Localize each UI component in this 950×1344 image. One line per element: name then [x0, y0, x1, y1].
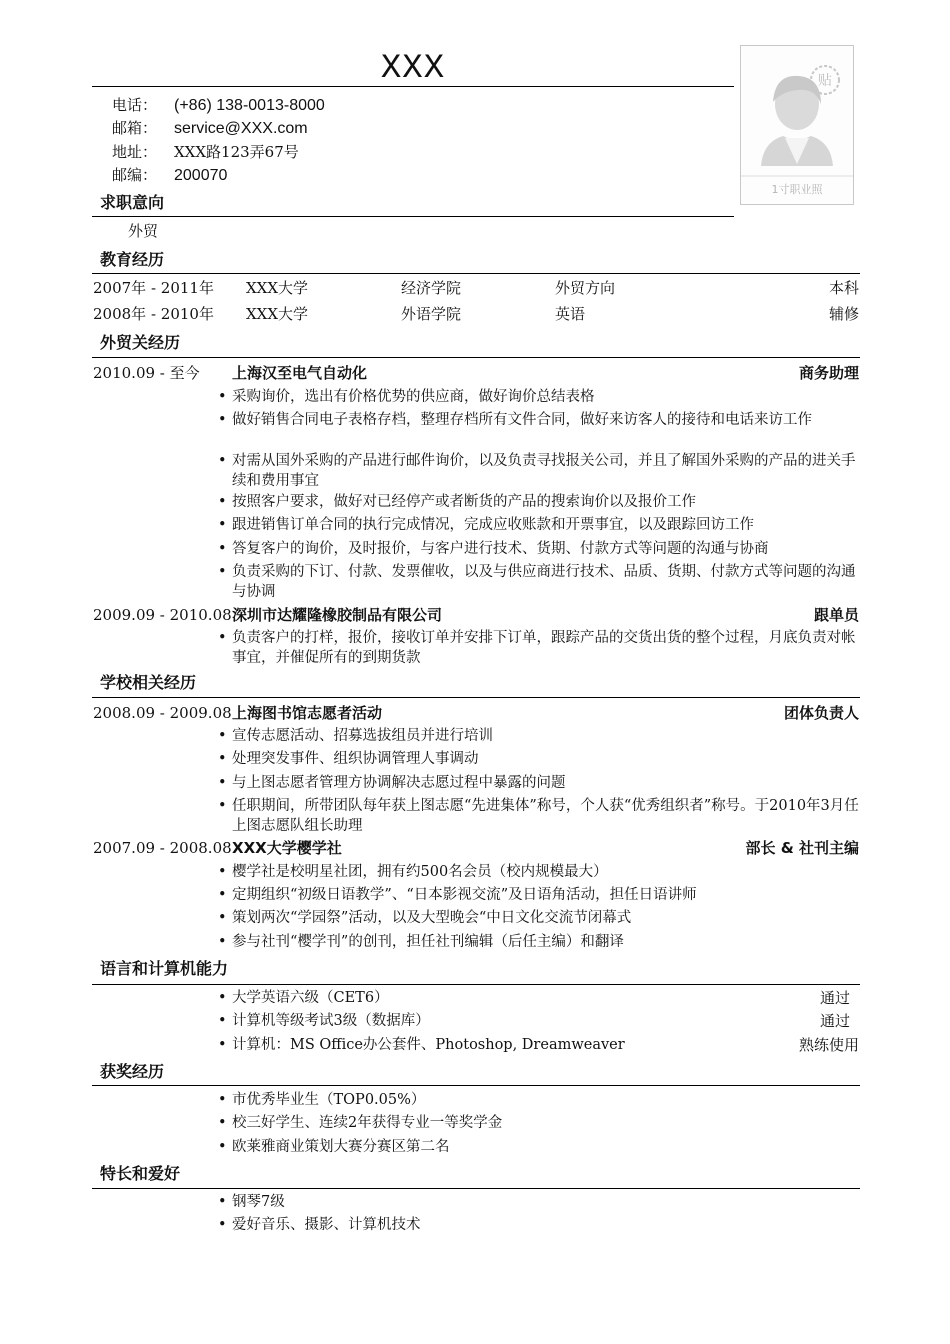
- duty-item: • 采购询价，选出有价格优势的供应商，做好询价总结表格: [218, 387, 863, 407]
- job-company: XXX大学樱学社: [232, 839, 342, 857]
- duty-text: 负责采购的下订、付款、发票催收，以及与供应商进行技术、品质、货期、付款方式等问题的沟通与协调: [232, 564, 856, 600]
- job-role: 部长 & 社刊主编: [745, 839, 859, 857]
- section-title-hobbies: 特长和爱好: [100, 1164, 181, 1183]
- education-school: XXX大学: [246, 305, 309, 323]
- section-title-objective: 求职意向: [100, 193, 165, 212]
- duty-text: 参与社刊“樱学刊”的创刊，担任社刊编辑（后任主编）和翻译: [232, 934, 624, 950]
- duty-item: • 负责客户的打样，报价，接收订单并安排下订单，跟踪产品的交货出货的整个过程，月底负责对帐事宜，并催促所有的到期货款: [218, 628, 863, 668]
- duty-item: • 对需从国外采购的产品进行邮件询价，以及负责寻找报关公司，并且了解国外采购的产品的进关手续和费用事宜: [218, 451, 863, 491]
- duty-text: 任职期间，所带团队每年获上图志愿“先进集体”称号，个人获“优秀组织者”称号。于2010年3月任上图志愿队组长助理: [232, 798, 859, 834]
- duty-item: • 按照客户要求，做好对已经停产或者断货的产品的搜索询价以及报价工作: [218, 492, 863, 512]
- duty-item: • 任职期间，所带团队每年获上图志愿“先进集体”称号，个人获“优秀组织者”称号。于2010年3月任上图志愿队组长助理: [218, 796, 863, 836]
- hobby-item: • 钢琴7级: [218, 1192, 863, 1212]
- education-period: 2007年 - 2011年: [93, 279, 214, 297]
- duty-text: 负责客户的打样，报价，接收订单并安排下订单，跟踪产品的交货出货的整个过程，月底负责对帐事宜，并催促所有的到期货款: [232, 630, 856, 666]
- section-title-school: 学校相关经历: [100, 673, 197, 692]
- photo-caption: 1寸职业照: [771, 183, 823, 196]
- award-item: • 校三好学生、连续2年获得专业一等奖学金: [218, 1113, 863, 1133]
- header-divider: [92, 86, 734, 87]
- skill-level: 通过: [819, 989, 850, 1007]
- job-period: 2008.09 - 2009.08: [93, 704, 232, 722]
- education-major: 英语: [555, 305, 586, 323]
- skill-text: 计算机等级考试3级（数据库）: [232, 1013, 430, 1029]
- skill-item: • 计算机：MS Office办公套件、Photoshop, Dreamweaver: [218, 1035, 758, 1055]
- duty-text: 樱学社是校明星社团，拥有约500名会员（校内规模最大）: [232, 864, 608, 880]
- duty-item: • 参与社刊“樱学刊”的创刊，担任社刊编辑（后任主编）和翻译: [218, 932, 863, 952]
- hobby-item: • 爱好音乐、摄影、计算机技术: [218, 1215, 863, 1235]
- skill-level: 通过: [819, 1012, 850, 1030]
- award-text: 校三好学生、连续2年获得专业一等奖学金: [232, 1115, 503, 1131]
- duty-text: 对需从国外采购的产品进行邮件询价，以及负责寻找报关公司，并且了解国外采购的产品的进关手续和费用事宜: [232, 453, 856, 489]
- candidate-name: XXX: [380, 50, 446, 88]
- job-role: 商务助理: [798, 364, 859, 382]
- job-role: 跟单员: [813, 606, 859, 624]
- duty-text: 处理突发事件、组织协调管理人事调动: [232, 751, 479, 767]
- award-text: 欧莱雅商业策划大赛分赛区第二名: [232, 1139, 450, 1155]
- contact-email-label: 邮箱：: [112, 119, 158, 137]
- award-item: • 市优秀毕业生（TOP0.05%）: [218, 1090, 863, 1110]
- duty-text: 跟进销售订单合同的执行完成情况，完成应收账款和开票事宜，以及跟踪回访工作: [232, 517, 754, 533]
- contact-zip-value: 200070: [174, 167, 228, 184]
- contact-email: [112, 117, 308, 139]
- objective-divider: [92, 216, 734, 217]
- duty-text: 答复客户的询价，及时报价，与客户进行技术、货期、付款方式等问题的沟通与协商: [232, 541, 769, 557]
- section-title-trade: 外贸关经历: [100, 333, 181, 352]
- job-company: 上海图书馆志愿者活动: [232, 704, 383, 722]
- duty-text: 宣传志愿活动、招募选拔组员并进行培训: [232, 728, 493, 744]
- skill-item: • 计算机等级考试3级（数据库）: [218, 1011, 758, 1031]
- school-divider: [92, 697, 860, 698]
- duty-text: 按照客户要求，做好对已经停产或者断货的产品的搜索询价以及报价工作: [232, 494, 696, 510]
- hobbies-divider: [92, 1188, 860, 1189]
- section-title-skills: 语言和计算机能力: [100, 959, 229, 978]
- awards-divider: [92, 1085, 860, 1086]
- duty-item: • 处理突发事件、组织协调管理人事调动: [218, 749, 863, 769]
- skills-divider: [92, 984, 860, 985]
- duty-item: • 樱学社是校明星社团，拥有约500名会员（校内规模最大）: [218, 862, 863, 882]
- duty-item: • 与上图志愿者管理方协调解决志愿过程中暴露的问题: [218, 773, 863, 793]
- hobby-text: 爱好音乐、摄影、计算机技术: [232, 1217, 421, 1233]
- duty-text: 策划两次“学园祭”活动，以及大型晚会“中日文化交流节闭幕式: [232, 910, 632, 926]
- job-company: 上海汉至电气自动化: [232, 364, 368, 382]
- objective-value: 外贸: [128, 222, 159, 240]
- hobby-text: 钢琴7级: [232, 1194, 285, 1210]
- duty-item: • 跟进销售订单合同的执行完成情况，完成应收账款和开票事宜，以及跟踪回访工作: [218, 515, 863, 535]
- education-major: 外贸方向: [555, 279, 616, 297]
- education-degree: 辅修: [828, 305, 859, 323]
- duty-text: 做好销售合同电子表格存档，整理存档所有文件合同，做好来访客人的接待和电话来访工作: [232, 412, 812, 428]
- contact-zip-label: 邮编：: [112, 166, 158, 184]
- education-college: 外语学院: [401, 305, 462, 323]
- contact-phone: [112, 94, 325, 116]
- contact-phone-value: (+86) 138-0013-8000: [174, 97, 325, 114]
- photo-stamp: 贴: [818, 73, 832, 89]
- skill-item: • 大学英语六级（CET6）: [218, 988, 758, 1008]
- contact-address-label: 地址：: [112, 143, 158, 161]
- education-school: XXX大学: [246, 279, 309, 297]
- section-title-awards: 获奖经历: [100, 1062, 165, 1081]
- job-period: 2007.09 - 2008.08: [93, 839, 232, 857]
- section-title-education: 教育经历: [100, 250, 165, 269]
- duty-text: 定期组织“初级日语教学”、“日本影视交流”及日语角活动，担任日语讲师: [232, 887, 697, 903]
- contact-zip: [112, 164, 227, 186]
- contact-phone-label: 电话：: [112, 96, 158, 114]
- duty-item: • 做好销售合同电子表格存档，整理存档所有文件合同，做好来访客人的接待和电话来访工作: [218, 410, 863, 430]
- duty-text: 与上图志愿者管理方协调解决志愿过程中暴露的问题: [232, 775, 566, 791]
- duty-item: • 负责采购的下订、付款、发票催收，以及与供应商进行技术、品质、货期、付款方式等问题的沟通与协调: [218, 562, 863, 602]
- skill-text: 计算机：MS Office办公套件、Photoshop, Dreamweaver: [232, 1037, 625, 1053]
- contact-email-value: service@XXX.com: [174, 120, 308, 137]
- person-silhouette-icon: [741, 46, 853, 204]
- profile-photo: [740, 45, 854, 205]
- trade-divider: [92, 357, 860, 358]
- education-period: 2008年 - 2010年: [93, 305, 214, 323]
- education-college: 经济学院: [401, 279, 462, 297]
- job-role: 团体负责人: [783, 704, 859, 722]
- education-divider: [92, 273, 860, 274]
- duty-item: • 策划两次“学园祭”活动，以及大型晚会“中日文化交流节闭幕式: [218, 908, 863, 928]
- skill-level: 熟练使用: [798, 1036, 859, 1054]
- education-degree: 本科: [828, 279, 859, 297]
- job-company: 深圳市达耀隆橡胶制品有限公司: [232, 606, 443, 624]
- job-period: 2009.09 - 2010.08: [93, 606, 232, 624]
- job-period: 2010.09 - 至今: [93, 364, 200, 382]
- duty-text: 采购询价，选出有价格优势的供应商，做好询价总结表格: [232, 389, 595, 405]
- duty-item: • 答复客户的询价，及时报价，与客户进行技术、货期、付款方式等问题的沟通与协商: [218, 539, 863, 559]
- contact-address: [112, 141, 299, 163]
- award-item: • 欧莱雅商业策划大赛分赛区第二名: [218, 1137, 863, 1157]
- award-text: 市优秀毕业生（TOP0.05%）: [232, 1092, 426, 1108]
- duty-item: • 定期组织“初级日语教学”、“日本影视交流”及日语角活动，担任日语讲师: [218, 885, 863, 905]
- duty-item: • 宣传志愿活动、招募选拔组员并进行培训: [218, 726, 863, 746]
- skill-text: 大学英语六级（CET6）: [232, 990, 389, 1006]
- contact-address-value: XXX路123弄67号: [174, 143, 299, 161]
